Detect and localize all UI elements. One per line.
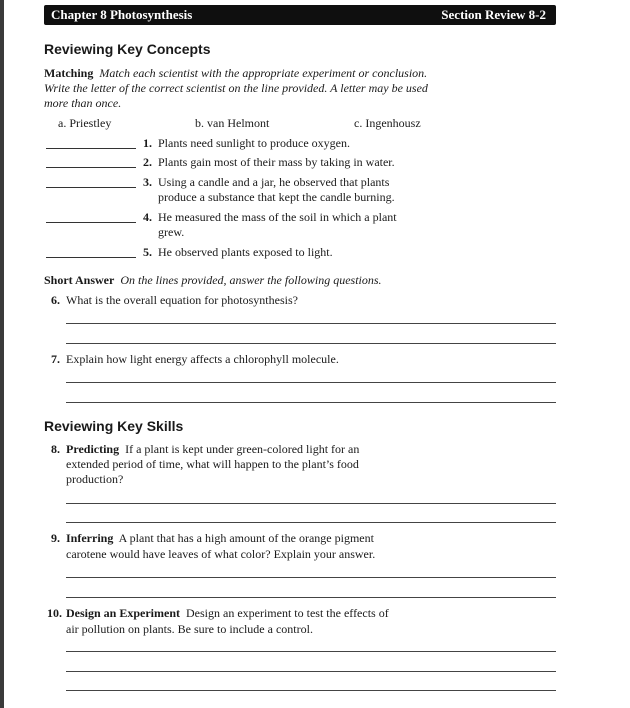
answer-blank-2[interactable] — [46, 167, 136, 168]
chapter-title: Chapter 8 Photosynthesis — [51, 7, 193, 22]
question-text-8-line-1 — [66, 442, 359, 457]
question-number-6: 6. — [51, 293, 60, 307]
question-number-10: 10. — [47, 606, 62, 620]
answer-line[interactable] — [66, 690, 556, 691]
chapter-header-bar — [44, 5, 556, 25]
skill-text-10: Design an experiment to test the effects of — [186, 606, 389, 620]
matching-instructions-line-3: more than once. — [44, 96, 122, 110]
section-title: Section Review 8-2 — [441, 7, 546, 22]
answer-line[interactable] — [66, 651, 556, 652]
question-text-9-line-1 — [66, 531, 374, 546]
item-text-5: He observed plants exposed to light. — [158, 245, 333, 259]
concepts-heading: Reviewing Key Concepts — [44, 41, 211, 57]
answer-line[interactable] — [66, 671, 556, 672]
item-text-4-line-1: He measured the mass of the soil in which a plant — [158, 210, 397, 224]
short-answer-label: Short Answer — [44, 273, 115, 287]
choice-c: c. Ingenhousz — [354, 116, 421, 130]
answer-line[interactable] — [66, 343, 556, 344]
answer-line[interactable] — [66, 503, 556, 504]
item-text-3-line-1: Using a candle and a jar, he observed that plants — [158, 175, 390, 189]
question-text-8-line-3: production? — [66, 472, 124, 486]
skill-text-8: If a plant is kept under green-colored light for an — [125, 442, 360, 456]
answer-blank-5[interactable] — [46, 257, 136, 258]
question-number-8: 8. — [51, 442, 60, 456]
item-number-2: 2. — [143, 155, 152, 169]
choice-b: b. van Helmont — [195, 116, 270, 130]
answer-blank-4[interactable] — [46, 222, 136, 223]
answer-blank-1[interactable] — [46, 148, 136, 149]
choice-a: a. Priestley — [58, 116, 112, 130]
question-text-10-line-1 — [66, 606, 389, 621]
question-text-6: What is the overall equation for photosynthesis? — [66, 293, 298, 307]
answer-blank-3[interactable] — [46, 187, 136, 188]
skills-heading: Reviewing Key Skills — [44, 418, 184, 434]
item-text-4-line-2: grew. — [158, 225, 185, 239]
item-text-2: Plants gain most of their mass by taking in water. — [158, 155, 395, 169]
matching-label: Matching — [44, 66, 94, 80]
short-answer-text: On the lines provided, answer the following questions. — [120, 273, 382, 287]
skill-text-9: A plant that has a high amount of the orange pigment — [118, 531, 374, 545]
answer-line[interactable] — [66, 382, 556, 383]
item-number-1: 1. — [143, 136, 152, 150]
question-text-7: Explain how light energy affects a chlorophyll molecule. — [66, 352, 339, 366]
question-text-9-line-2: carotene would have leaves of what color? Explain your answer. — [66, 547, 376, 561]
short-answer-instructions — [44, 273, 382, 288]
item-number-4: 4. — [143, 210, 152, 224]
answer-line[interactable] — [66, 577, 556, 578]
page-edge-shadow — [0, 0, 4, 708]
matching-instructions-line-1 — [44, 66, 427, 81]
matching-instructions-line-2: Write the letter of the correct scientist on the line provided. A letter may be used — [44, 81, 428, 95]
skill-label-inferring: Inferring — [66, 531, 114, 545]
question-number-7: 7. — [51, 352, 60, 366]
question-text-8-line-2: extended period of time, what will happen to the plant’s food — [66, 457, 359, 471]
answer-line[interactable] — [66, 402, 556, 403]
skill-label-design-experiment: Design an Experiment — [66, 606, 180, 620]
skill-label-predicting: Predicting — [66, 442, 120, 456]
item-number-3: 3. — [143, 175, 152, 189]
item-number-5: 5. — [143, 245, 152, 259]
answer-line[interactable] — [66, 323, 556, 324]
item-text-1: Plants need sunlight to produce oxygen. — [158, 136, 350, 150]
answer-line[interactable] — [66, 597, 556, 598]
item-text-3-line-2: produce a substance that kept the candle burning. — [158, 190, 395, 204]
matching-instructions: Match each scientist with the appropriate experiment or conclusion. — [99, 66, 428, 80]
question-text-10-line-2: air pollution on plants. Be sure to include a control. — [66, 622, 313, 636]
answer-line[interactable] — [66, 522, 556, 523]
question-number-9: 9. — [51, 531, 60, 545]
